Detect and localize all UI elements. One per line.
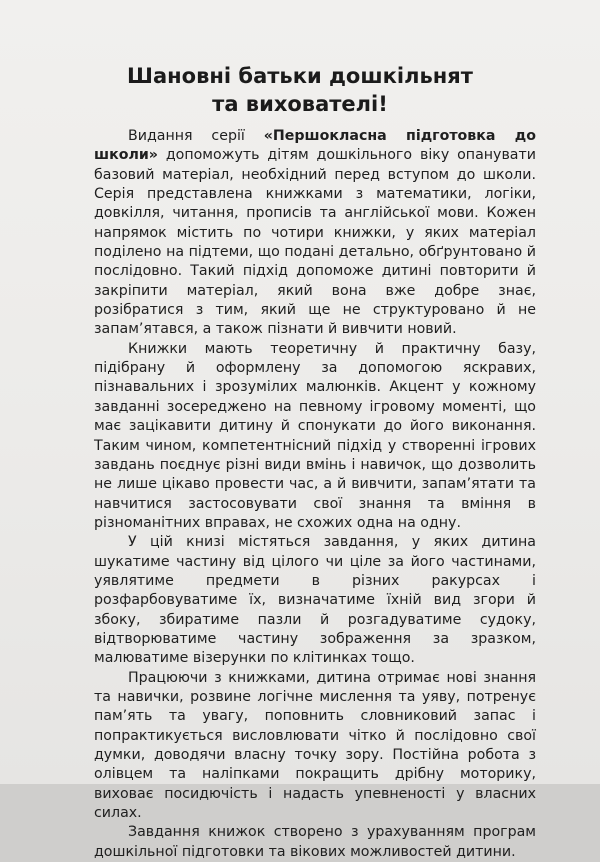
paragraph-tasks: У цій книзі містяться завдання, у яких дитина шукатиме частину від цілого чи ціле за його частинами, уявлятиме предмети в різних ракурсах і розфарбовуватиме їх, визначатиме їхній вид згори й збоку, збиратиме пазли й розгадуватиме судоку, відтворюватиме частину зображення за зразком, малюватиме візерунки по клітинках тощо. [94, 534, 536, 667]
paragraph-books: Книжки мають теоретичну й практичну базу, підібрану й оформлену за допомогою яскравих, пізнавальних і зрозумілих малюнків. Акцент у кожному завданні зосереджено на певному ігровому моменті, що має зацікавити дитину й спонукати до його виконання. Таким чином, компетентнісний підхід у створенні ігрових завдань поєднує різні види вмінь і навичок, що дозволить не лише цікаво провести час, а й вивчити, запам’ятати та навчитися застосовувати свої знання та вміння в різноманітних вправах, не схожих одна на одну. [94, 340, 536, 531]
body-text [94, 127, 536, 862]
paragraph-intro-after: допоможуть дітям дошкільного віку опанувати базовий матеріал, необхідний перед вступом до школи. Серія представлена книжками з математики, логіки, довкілля, читання, прописів та англійської мови. Кожен напрямок містить по чотири книжки, у яких матеріал поділено на підтеми, що подані детально, обґрунтовано й послідовно. Такий підхід допоможе дитині повторити й закріпити матеріал, який вона вже добре знає, розібратися з тим, який ще не структуровано й не запам’ятався, а також пізнати й вивчити новий. [94, 147, 536, 338]
heading-line-1: Шановні батьки дошкільнят [127, 64, 473, 88]
heading-line-2: та вихователі! [212, 92, 388, 116]
paragraph-programs: Завдання книжок створено з урахуванням програм дошкільної підготовки та вікових можливостей дитини. [94, 824, 536, 860]
paragraph-skills: Працюючи з книжками, дитина отримає нові знання та навички, розвине логічне мислення та уяву, потренує пам’ять та увагу, поповнить словниковий запас і попрактикується висловлювати чітко й послідовно свої думки, доводячи власну точку зору. Постійна робота з олівцем та наліпками покращить дрібну моторику, виховає посидючість і надасть упевненості у власних силах. [94, 669, 536, 822]
series-title: «Першокласна підготовка до школи» [94, 128, 537, 164]
paragraph-intro [94, 127, 536, 340]
paragraph-intro-before: Видання серії [128, 128, 264, 144]
page-heading [0, 62, 600, 118]
